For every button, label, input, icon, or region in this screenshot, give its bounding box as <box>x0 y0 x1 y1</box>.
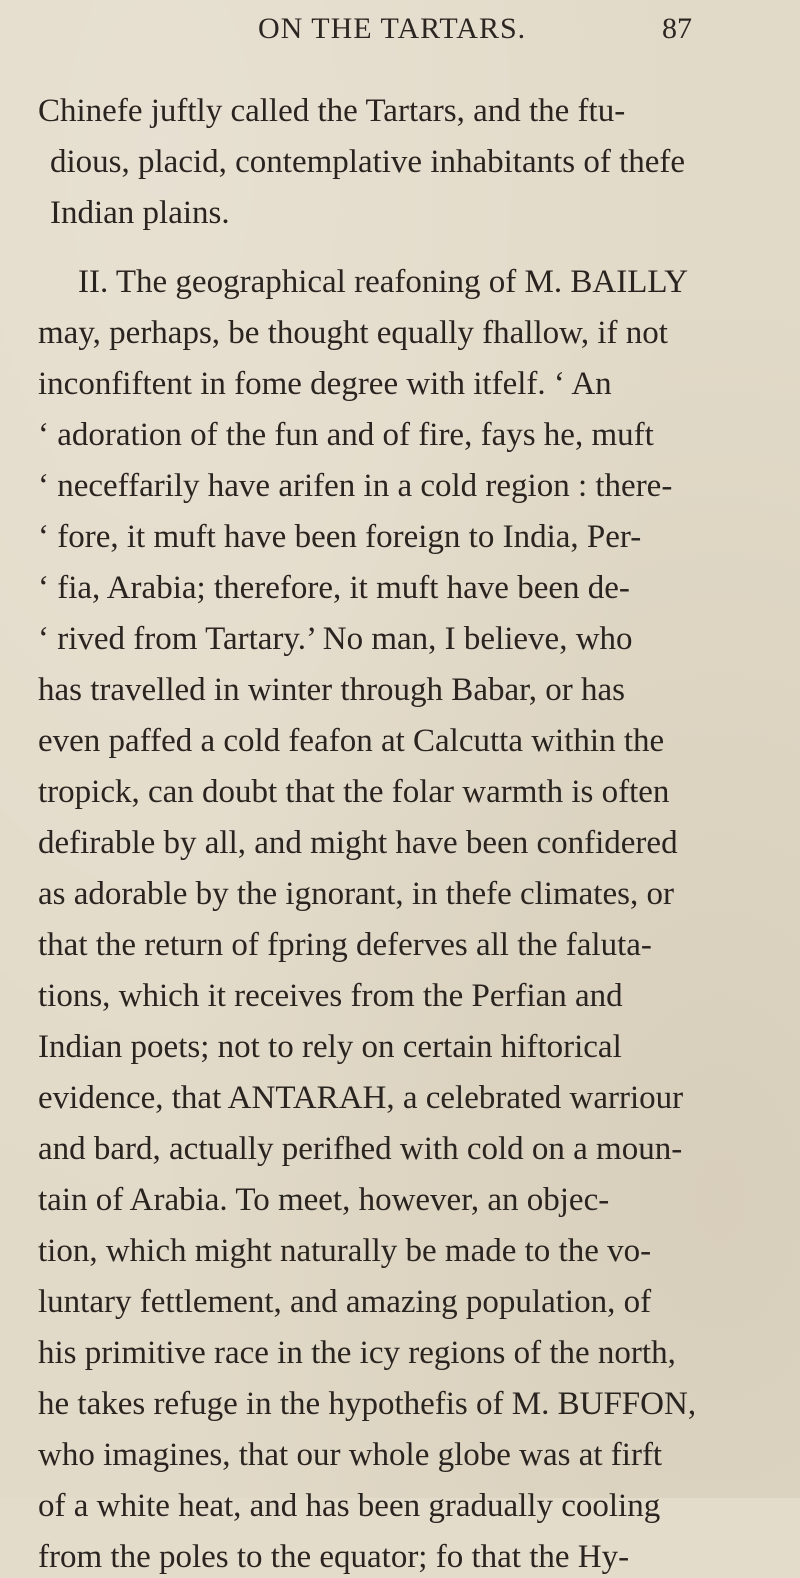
text-line: Indian poets; not to rely on certain hiftorical <box>38 1029 622 1065</box>
text-line: as adorable by the ignorant, in thefe climates, or <box>38 876 674 912</box>
text-line: evidence, that ANTARAH, a celebrated warriour <box>38 1080 684 1116</box>
text-line: ‘ fia, Arabia; therefore, it muft have been de- <box>38 570 630 606</box>
text-line: may, perhaps, be thought equally fhallow, if not <box>38 315 668 351</box>
running-head: ON THE TARTARS. <box>258 12 527 45</box>
text-line: has travelled in winter through Babar, or has <box>38 672 626 708</box>
text-line: ‘ neceffarily have arifen in a cold region : there- <box>38 468 673 504</box>
text-line: ‘ fore, it muft have been foreign to India, Per- <box>38 519 642 555</box>
page-header <box>0 4 800 54</box>
text-line: that the return of fpring deferves all the faluta- <box>38 927 652 963</box>
text-line: Chinefe juftly called the Tartars, and the ftu- <box>38 93 626 129</box>
text-line: dious, placid, contemplative inhabitants of thefe <box>50 144 686 180</box>
text-line: even paffed a cold feafon at Calcutta within the <box>38 723 665 759</box>
text-line: he takes refuge in the hypothefis of M. BUFFON, <box>38 1386 697 1422</box>
text-line: and bard, actually perifhed with cold on a moun- <box>38 1131 683 1167</box>
text-line: inconfiftent in fome degree with itfelf. ‘ An <box>38 366 612 402</box>
text-line: tropick, can doubt that the folar warmth is often <box>38 774 670 810</box>
text-line: II. The geographical reafoning of M. BAILLY <box>78 264 689 300</box>
page-number: 87 <box>662 12 692 45</box>
text-line: who imagines, that our whole globe was at firft <box>38 1437 663 1473</box>
text-line: tion, which might naturally be made to the vo- <box>38 1233 652 1269</box>
text-line: from the poles to the equator; fo that the Hy- <box>38 1539 630 1575</box>
text-line: luntary fettlement, and amazing population, of <box>38 1284 652 1320</box>
text-line: tain of Arabia. To meet, however, an objec- <box>38 1182 610 1218</box>
text-line: ‘ rived from Tartary.’ No man, I believe, who <box>38 621 633 657</box>
text-line: his primitive race in the icy regions of the north, <box>38 1335 676 1371</box>
text-line: defirable by all, and might have been confidered <box>38 825 678 861</box>
text-line: ‘ adoration of the fun and of fire, fays he, muft <box>38 417 654 453</box>
text-line: of a white heat, and has been gradually cooling <box>38 1488 661 1524</box>
text-line: Indian plains. <box>50 195 230 231</box>
text-line: tions, which it receives from the Perfian and <box>38 978 623 1014</box>
